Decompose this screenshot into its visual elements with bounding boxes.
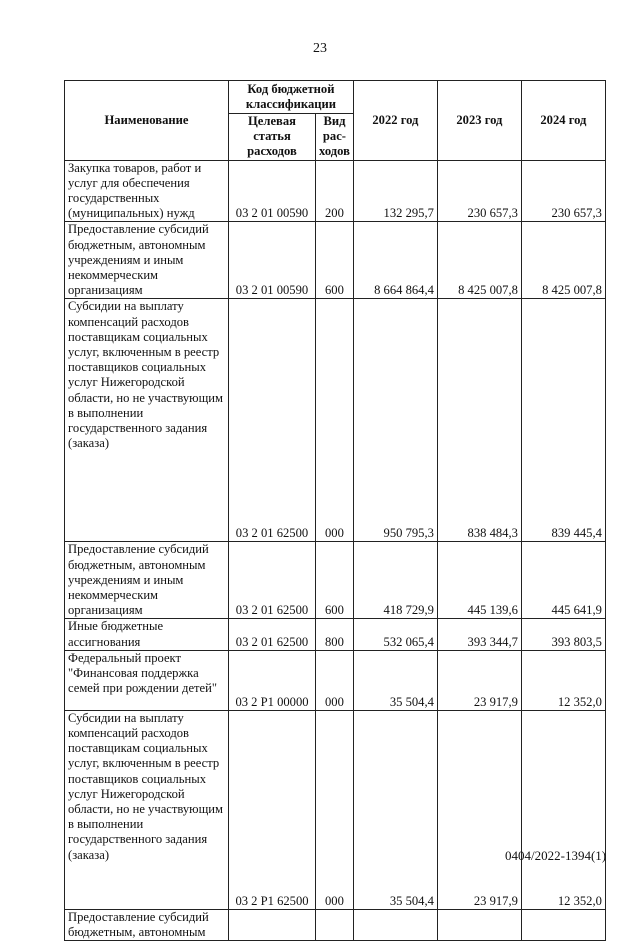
row-value-2022 bbox=[353, 909, 437, 940]
row-value-2023: 838 484,3 bbox=[437, 299, 521, 542]
row-name: Закупка товаров, работ и услуг для обеспечения государственных (муниципальных) нужд bbox=[65, 160, 229, 222]
row-target-article: 03 2 01 00590 bbox=[229, 160, 316, 222]
row-value-2024: 839 445,4 bbox=[521, 299, 605, 542]
row-value-2024: 393 803,5 bbox=[521, 619, 605, 650]
table-row bbox=[65, 542, 606, 619]
row-value-2024: 8 425 007,8 bbox=[521, 222, 605, 299]
row-value-2024: 445 641,9 bbox=[521, 542, 605, 619]
row-value-2023: 445 139,6 bbox=[437, 542, 521, 619]
header-year-2024: 2024 год bbox=[521, 81, 605, 161]
budget-table bbox=[64, 80, 606, 941]
row-expense-type: 600 bbox=[316, 222, 354, 299]
row-target-article: 03 2 P1 62500 bbox=[229, 710, 316, 909]
row-value-2022: 532 065,4 bbox=[353, 619, 437, 650]
row-value-2022: 418 729,9 bbox=[353, 542, 437, 619]
row-expense-type: 600 bbox=[316, 542, 354, 619]
row-expense-type: 000 bbox=[316, 650, 354, 710]
row-value-2023: 393 344,7 bbox=[437, 619, 521, 650]
row-target-article bbox=[229, 909, 316, 940]
page-number: 23 bbox=[313, 41, 327, 56]
row-expense-type bbox=[316, 909, 354, 940]
table-row bbox=[65, 650, 606, 710]
row-value-2022: 35 504,4 bbox=[353, 710, 437, 909]
row-name: Субсидии на выплату компенсаций расходов поставщикам социальных услуг, включенным в реестр поставщиков социальных услуг Нижегородской области, но не участвующим в выполнении государственного задания (заказа) bbox=[65, 299, 229, 542]
row-value-2022: 35 504,4 bbox=[353, 650, 437, 710]
row-value-2024 bbox=[521, 909, 605, 940]
row-value-2023: 230 657,3 bbox=[437, 160, 521, 222]
table-row bbox=[65, 160, 606, 222]
row-target-article: 03 2 01 62500 bbox=[229, 542, 316, 619]
row-target-article: 03 2 P1 00000 bbox=[229, 650, 316, 710]
header-year-2022: 2022 год bbox=[353, 81, 437, 161]
row-value-2024: 230 657,3 bbox=[521, 160, 605, 222]
row-value-2023: 8 425 007,8 bbox=[437, 222, 521, 299]
row-value-2023 bbox=[437, 909, 521, 940]
table-row bbox=[65, 710, 606, 909]
row-value-2023: 23 917,9 bbox=[437, 650, 521, 710]
row-value-2024: 12 352,0 bbox=[521, 650, 605, 710]
row-target-article: 03 2 01 62500 bbox=[229, 299, 316, 542]
row-expense-type: 200 bbox=[316, 160, 354, 222]
document-code: 0404/2022-1394(1) bbox=[505, 848, 607, 863]
row-target-article: 03 2 01 62500 bbox=[229, 619, 316, 650]
row-name: Предоставление субсидий бюджетным, автономным учреждениям и иным некоммерческим организациям bbox=[65, 222, 229, 299]
row-name: Предоставление субсидий бюджетным, автономным bbox=[65, 909, 229, 940]
row-expense-type: 800 bbox=[316, 619, 354, 650]
row-value-2022: 950 795,3 bbox=[353, 299, 437, 542]
row-value-2022: 8 664 864,4 bbox=[353, 222, 437, 299]
row-expense-type: 000 bbox=[316, 299, 354, 542]
header-year-2023: 2023 год bbox=[437, 81, 521, 161]
header-target-article: Целевая статья расходов bbox=[229, 114, 316, 161]
row-target-article: 03 2 01 00590 bbox=[229, 222, 316, 299]
row-name: Иные бюджетные ассигнования bbox=[65, 619, 229, 650]
table-row bbox=[65, 222, 606, 299]
row-value-2023: 23 917,9 bbox=[437, 710, 521, 909]
row-value-2024: 12 352,0 bbox=[521, 710, 605, 909]
row-name: Субсидии на выплату компенсаций расходов поставщикам социальных услуг, включенным в реестр поставщиков социальных услуг Нижегородской области, но не участвующим в выполнении государственного задания (заказа) bbox=[65, 710, 229, 909]
row-name: Федеральный проект "Финансовая поддержка семей при рождении детей" bbox=[65, 650, 229, 710]
row-value-2022: 132 295,7 bbox=[353, 160, 437, 222]
table-row bbox=[65, 909, 606, 940]
row-expense-type: 000 bbox=[316, 710, 354, 909]
header-name: Наименование bbox=[65, 81, 229, 161]
header-expense-type: Вид рас-ходов bbox=[316, 114, 354, 161]
table-row bbox=[65, 299, 606, 542]
table-row bbox=[65, 619, 606, 650]
header-code-group: Код бюджетной классификации bbox=[229, 81, 354, 114]
row-name: Предоставление субсидий бюджетным, автономным учреждениям и иным некоммерческим организациям bbox=[65, 542, 229, 619]
